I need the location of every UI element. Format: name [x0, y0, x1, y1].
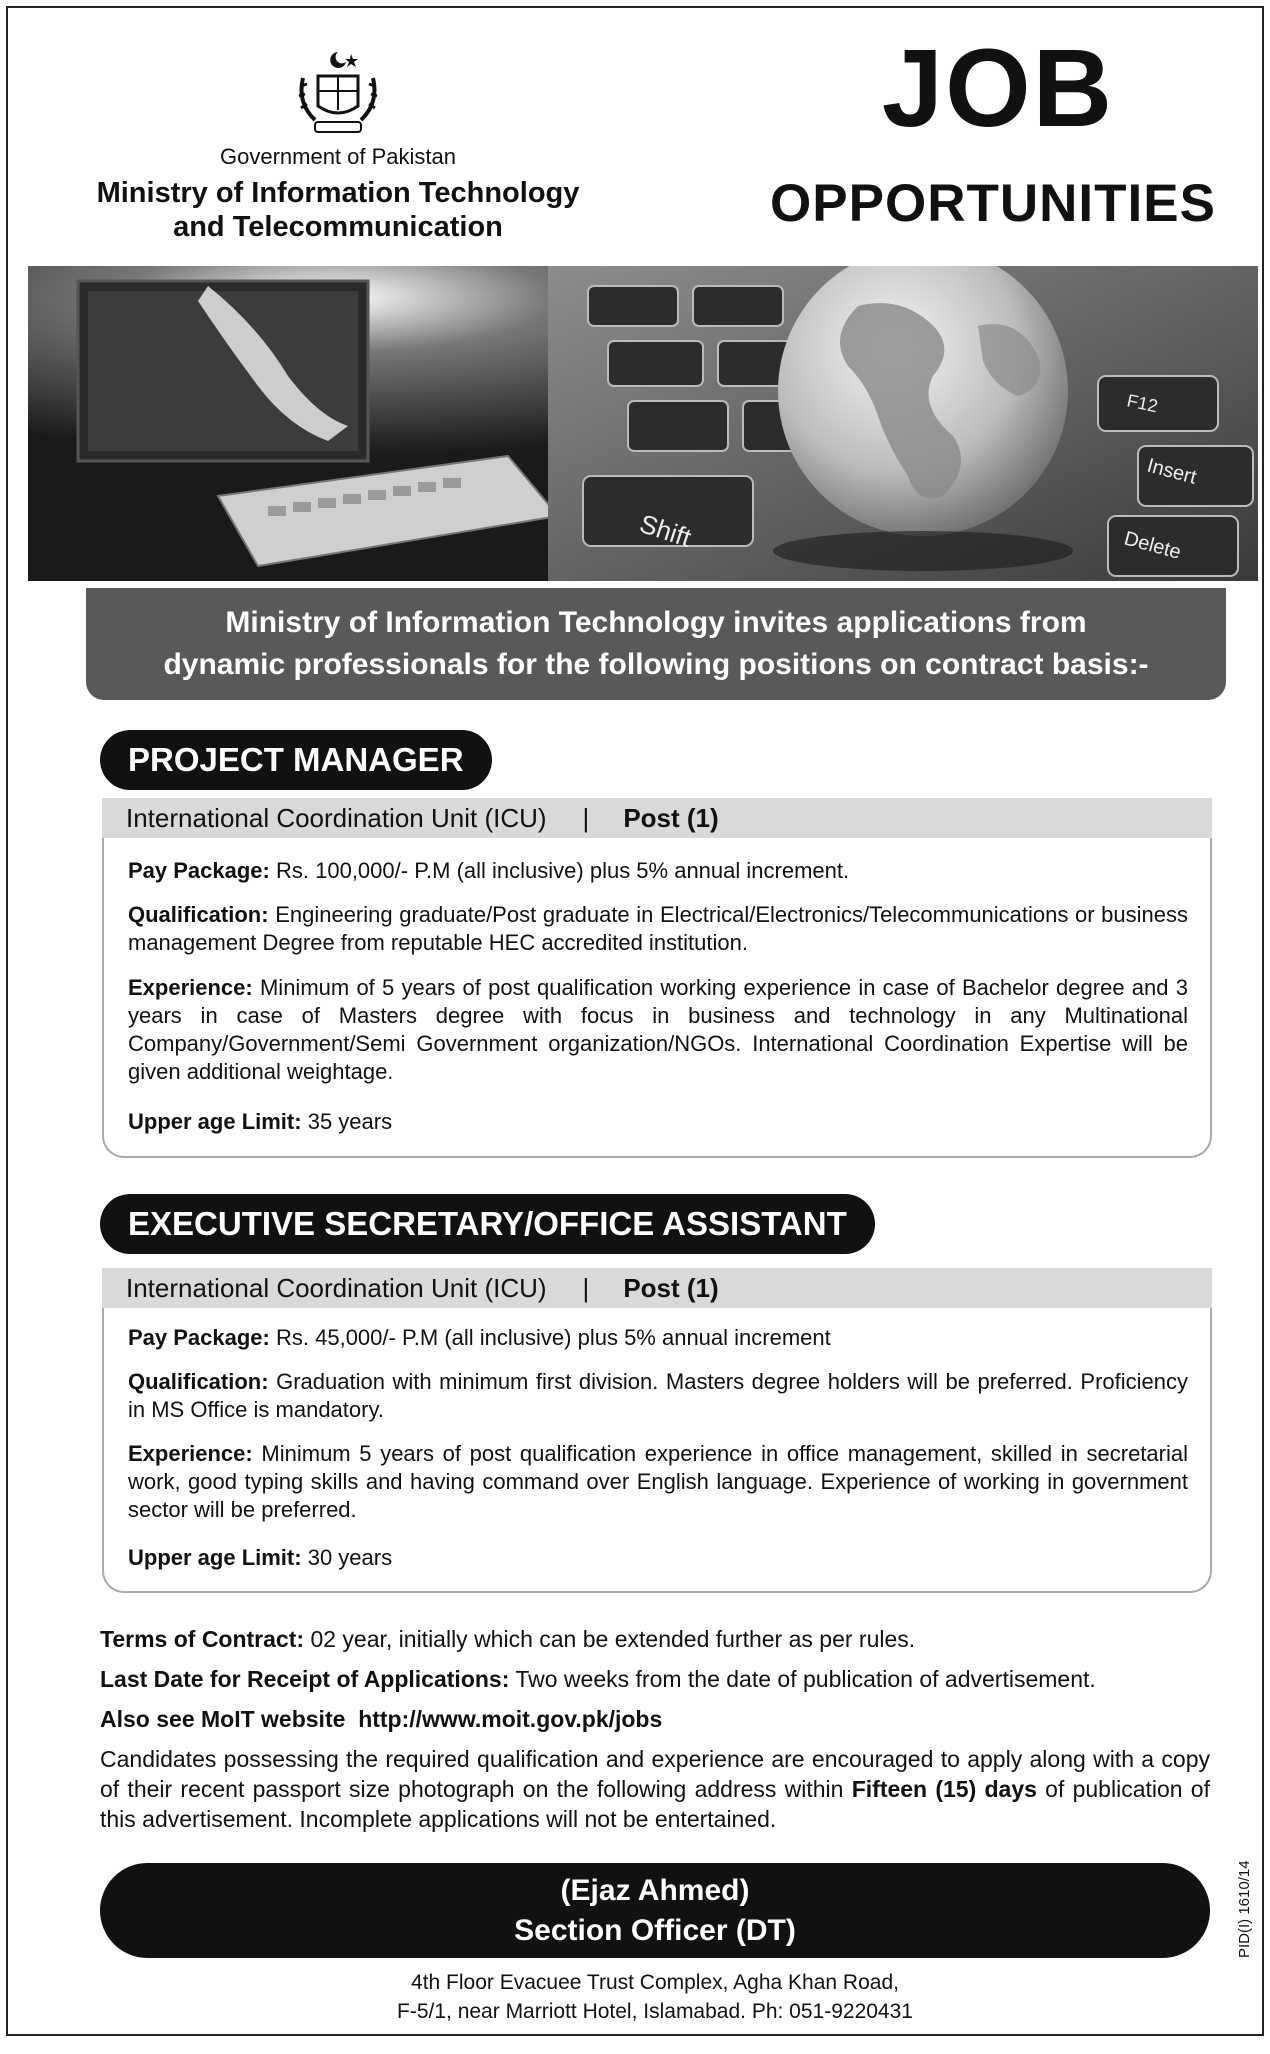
position-title-project-manager: PROJECT MANAGER	[100, 730, 492, 790]
banner-image	[28, 266, 1258, 581]
address-block	[100, 1968, 1210, 2026]
post-count: Post (1)	[623, 803, 719, 833]
separator: |	[582, 1273, 590, 1303]
officer-name: (Ejaz Ahmed)	[560, 1873, 750, 1907]
experience-executive-secretary: Experience: Minimum 5 years of post qualification experience in office management, skilled in secretarial work, good typing skills and having command over English language. Experience of working in government sector will be preferred.	[128, 1441, 1188, 1522]
qualification-project-manager: Qualification: Engineering graduate/Post graduate in Electrical/Electronics/Telecommunications or business management Degree from reputable HEC accredited institution.	[128, 902, 1188, 955]
advertisement-page	[6, 6, 1264, 2036]
officer-designation: Section Officer (DT)	[514, 1913, 796, 1947]
key-f12-label: F12	[1125, 390, 1160, 417]
candidates-paragraph: Candidates possessing the required qualification and experience are encouraged to apply along with a copy of their recent passport size photograph on the following address within Fifteen (15) days of publication of this advertisement. Incomplete applications will not be entertained.	[100, 1746, 1210, 1832]
pid-number: PID(I) 1610/14	[1236, 1860, 1253, 1958]
pay-package-project-manager: Pay Package: Rs. 100,000/- P.M (all inclusive) plus 5% annual increment.	[128, 858, 850, 883]
terms-of-contract: Terms of Contract: 02 year, initially which can be extended further as per rules.	[100, 1626, 916, 1652]
signature-block	[100, 1863, 1210, 1958]
header	[8, 8, 1262, 258]
qualification-executive-secretary: Qualification: Graduation with minimum first division. Masters degree holders will be preferred. Proficiency in MS Office is mandatory.	[128, 1369, 1188, 1422]
unit-name: International Coordination Unit (ICU)	[126, 1273, 547, 1303]
invitation-banner	[86, 588, 1226, 700]
address-line-2: F-5/1, near Marriott Hotel, Islamabad. Ph: 051-9220431	[397, 2000, 913, 2023]
job-heading: JOB	[881, 27, 1115, 150]
state-emblem-icon	[293, 48, 383, 138]
last-date: Last Date for Receipt of Applications: Two weeks from the date of publication of advertisement.	[100, 1666, 1096, 1692]
unit-bar-executive-secretary	[102, 1268, 1212, 1308]
ministry-line-2: and Telecommunication	[173, 211, 503, 243]
experience-project-manager: Experience: Minimum of 5 years of post qualification working experience in case of Bachelor degree and 3 years in case of Masters degree with focus in business and technology in any Multinational Company/Government/Semi Government organization/NGOs. International Coordination Expertise will be given additional weightage.	[128, 975, 1188, 1084]
key-insert-label: Insert	[1144, 454, 1199, 489]
invitation-line-2: dynamic professionals for the following positions on contract basis:-	[163, 648, 1149, 681]
ministry-name	[68, 176, 608, 244]
address-line-1: 4th Floor Evacuee Trust Complex, Agha Khan Road,	[411, 1971, 899, 1994]
age-limit-project-manager: Upper age Limit: 35 years	[128, 1109, 393, 1134]
website-line: Also see MoIT website http://www.moit.gov.pk/jobs	[100, 1706, 663, 1732]
unit-name: International Coordination Unit (ICU)	[126, 803, 547, 833]
age-limit-executive-secretary: Upper age Limit: 30 years	[128, 1545, 393, 1570]
position-title-executive-secretary: EXECUTIVE SECRETARY/OFFICE ASSISTANT	[100, 1194, 875, 1254]
banner-illustration	[28, 266, 1258, 581]
pay-package-executive-secretary: Pay Package: Rs. 45,000/- P.M (all inclusive) plus 5% annual increment	[128, 1325, 831, 1350]
ministry-line-1: Ministry of Information Technology	[96, 177, 580, 209]
separator: |	[582, 803, 590, 833]
invitation-line-1: Ministry of Information Technology invites applications from	[225, 606, 1087, 639]
post-count: Post (1)	[623, 1273, 719, 1303]
key-delete-label: Delete	[1121, 527, 1184, 564]
website-link[interactable]: http://www.moit.gov.pk/jobs	[358, 1706, 663, 1732]
key-shift-label: Shift	[636, 508, 695, 553]
unit-bar-project-manager	[102, 798, 1212, 838]
government-label: Government of Pakistan	[219, 144, 456, 169]
opportunities-heading: OPPORTUNITIES	[770, 174, 1216, 233]
